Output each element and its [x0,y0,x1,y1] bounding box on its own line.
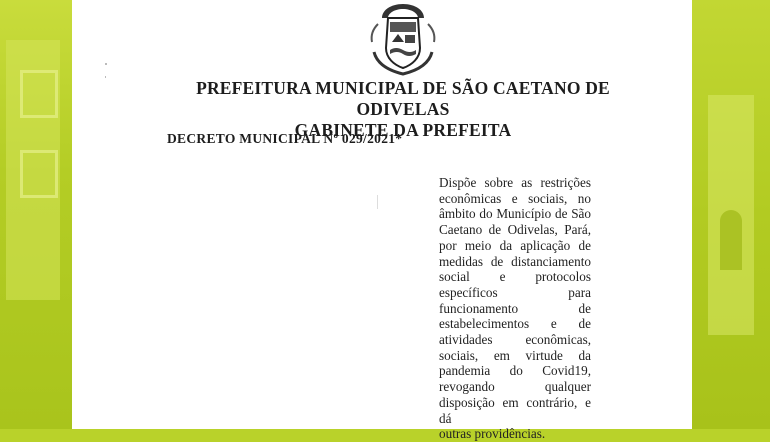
summary-line: sociais, em virtude da [439,347,591,363]
summary-line: outras providências. [439,426,546,442]
window-shape [20,70,58,118]
summary-line: Caetano de Odivelas, Pará, [439,222,591,238]
summary-line: social e protocolos [439,269,591,285]
decree-number: DECRETO MUNICIPAL Nº 029/2021* [167,131,403,146]
document-page [72,0,692,442]
church-arch [720,210,742,270]
scan-speck [105,76,106,78]
background-right-photo [692,0,770,429]
scan-speck [377,195,378,209]
summary-line: Dispõe sobre as restrições [439,175,591,190]
summary-line: atividades econômicas, [439,332,591,348]
summary-line: econômicas e sociais, no [439,190,591,206]
summary-line: específicos para [439,284,591,300]
summary-line: âmbito do Município de São [439,206,591,222]
decree-summary [439,175,591,442]
summary-line: disposição em contrário, e dá [439,394,591,426]
summary-line: funcionamento de [439,300,591,316]
summary-line: estabelecimentos e de [439,316,591,332]
scan-speck [105,63,107,65]
background-left-photo [0,0,72,429]
municipal-crest-icon [368,2,438,78]
summary-line: pandemia do Covid19, [439,363,591,379]
summary-line: medidas de distanciamento [439,253,591,269]
summary-line: por meio da aplicação de [439,237,591,253]
title-line-1: PREFEITURA MUNICIPAL DE SÃO CAETANO DE ODIVELAS [196,78,610,119]
window-shape [20,150,58,198]
summary-line: revogando qualquer [439,379,591,395]
title-line-2: GABINETE DA PREFEITA [294,120,512,140]
